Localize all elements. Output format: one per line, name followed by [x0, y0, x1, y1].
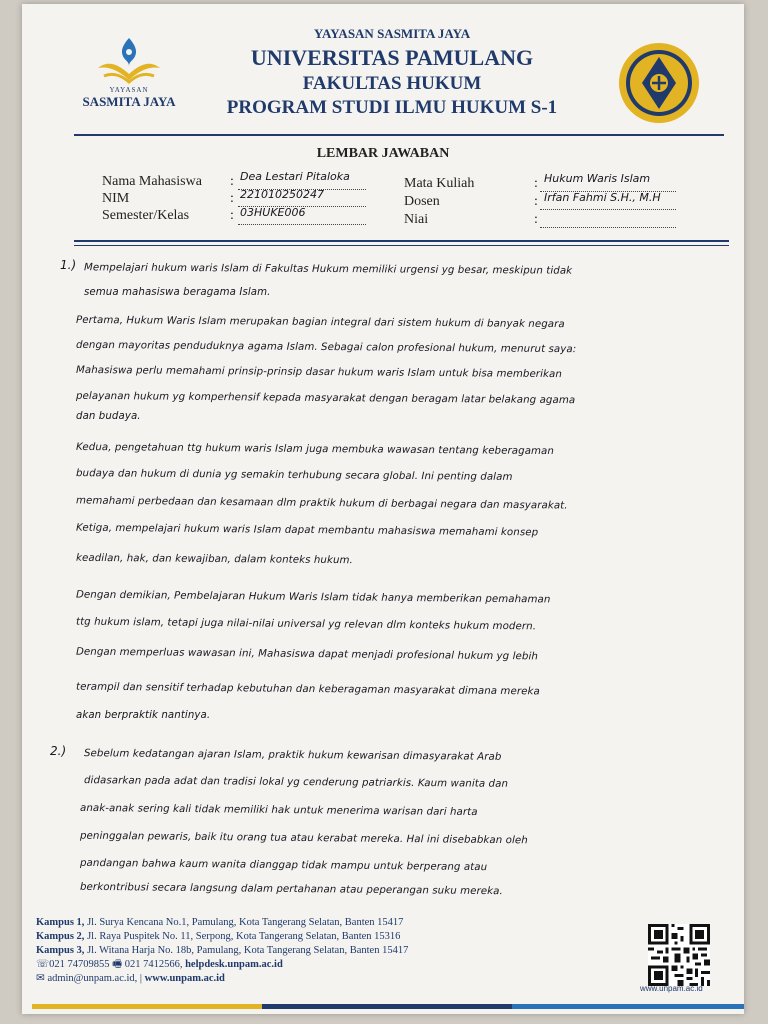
lecturer-dots: [540, 208, 676, 210]
answer-line: Dengan memperluas wawasan ini, Mahasiswa dapat menjadi profesional hukum yg lebih: [75, 646, 539, 663]
campus-2: [36, 930, 408, 944]
form-title: LEMBAR JAWABAN: [316, 146, 450, 161]
campus-1-address: Jl. Surya Kencana No.1, Pamulang, Kota Tangerang Selatan, Banten 15417: [87, 917, 404, 928]
answer-line: dengan mayoritas penduduknya agama Islam. Sebagai calon profesional hukum, menurut saya:: [75, 339, 577, 356]
letterhead: [197, 26, 587, 119]
answer-number: 2.): [50, 744, 67, 758]
university-name: UNIVERSITAS PAMULANG: [250, 45, 534, 70]
name-label: Nama Mahasiswa: [102, 174, 202, 189]
university-seal: [618, 42, 700, 129]
email-icon: ✉: [36, 973, 45, 984]
answer-line: akan berpraktik nantinya.: [76, 710, 211, 721]
name-colon: :: [230, 174, 234, 189]
semester-colon: :: [230, 208, 234, 223]
form-divider-thin: [74, 245, 729, 246]
answer-line: Pertama, Hukum Waris Islam merupakan bagian integral dari sistem hukum di banyak negara: [75, 314, 565, 331]
semester-dots: [238, 223, 366, 225]
nim-value: 221010250247: [240, 188, 324, 201]
answer-line: pelayanan hukum yg komperhensif kepada masyarakat dengan beragam latar belakang agama: [75, 390, 576, 407]
name-value: Dea Lestari Pitaloka: [240, 170, 350, 183]
answer-sheet: [22, 4, 744, 1014]
semester-label: Semester/Kelas: [102, 208, 190, 223]
footer-addresses: [36, 916, 408, 986]
campus-3-address: Jl. Witana Harja No. 18b, Pamulang, Kota Tangerang Selatan, Banten 15417: [87, 945, 409, 956]
qr-caption: www.unpam.ac.id: [640, 984, 703, 993]
answer-line: semua mahasiswa beragama Islam.: [84, 287, 271, 298]
faculty-name: FAKULTAS HUKUM: [302, 73, 482, 94]
phone-number: 021 74709855: [49, 959, 110, 970]
sasmita-jaya-logo: [74, 34, 184, 110]
answer-line: pandangan bahwa kaum wanita dianggap tidak mampu untuk berperang atau: [79, 857, 488, 874]
footer-band-blue: [512, 1004, 744, 1009]
foundation-name: YAYASAN SASMITA JAYA: [313, 26, 471, 41]
answer-line: Kedua, pengetahuan ttg hukum waris Islam juga membuka wawasan tentang keberagaman: [75, 441, 555, 458]
header-divider: [74, 134, 724, 136]
answer-line: ttg hukum islam, tetapi juga nilai-nilai universal yg relevan dlm konteks hukum modern.: [75, 616, 537, 633]
nim-colon: :: [230, 191, 234, 206]
semester-value: 03HUKE006: [240, 206, 306, 219]
course-label: Mata Kuliah: [404, 176, 475, 191]
qr-code-icon: [648, 924, 710, 986]
campus-1-label: Kampus 1,: [36, 917, 85, 928]
answer-line: Sebelum kedatangan ajaran Islam, praktik hukum kewarisan dimasyarakat Arab: [83, 748, 502, 763]
grade-dots: [540, 226, 676, 228]
answer-line: Mempelajari hukum waris Islam di Fakultas Hukum memiliki urgensi yg besar, meskipun tidak: [83, 262, 573, 277]
answer-line: Dengan demikian, Pembelajaran Hukum Waris Islam tidak hanya memberikan pemahaman: [75, 589, 551, 606]
contact-line: [36, 958, 408, 972]
campus-2-address: Jl. Raya Puspitek No. 11, Serpong, Kota Tangerang Selatan, Banten 15316: [87, 931, 401, 942]
footer-band-gold: [32, 1004, 262, 1009]
grade-colon: :: [534, 212, 538, 227]
lecturer-label: Dosen: [404, 194, 440, 209]
program-name: PROGRAM STUDI ILMU HUKUM S-1: [226, 97, 558, 118]
form-divider-thick: [74, 240, 729, 242]
campus-3-label: Kampus 3,: [36, 945, 85, 956]
phone-icon: ☏: [36, 959, 50, 970]
grade-label: Niai: [404, 212, 429, 227]
footer-band-navy: [262, 1004, 512, 1009]
answer-line: anak-anak sering kali tidak memiliki hak untuk menerima warisan dari harta: [79, 802, 478, 819]
fax-number: 021 7412566,: [124, 959, 183, 970]
answer-line: dan budaya.: [76, 411, 141, 422]
answer-line: terampil dan sensitif terhadap kebutuhan dan keberagaman masyarakat dimana mereka: [75, 681, 540, 698]
answer-line: Ketiga, mempelajari hukum waris Islam dapat membantu mahasiswa memahami konsep: [75, 522, 539, 539]
unpam-seal-icon: [618, 42, 700, 124]
campus-3: [36, 944, 408, 958]
answer-line: Mahasiswa perlu memahami prinsip-prinsip dasar hukum waris Islam untuk bisa memberikan: [75, 364, 563, 381]
course-colon: :: [534, 176, 538, 191]
helpdesk-link[interactable]: helpdesk.unpam.ac.id: [185, 959, 283, 970]
campus-2-label: Kampus 2,: [36, 931, 85, 942]
logo-sub-text: YAYASAN: [109, 86, 149, 94]
logo-name: SASMITA JAYA: [82, 94, 176, 109]
answer-line: berkontribusi secara langsung dalam pertahanan atau peperangan suku mereka.: [79, 881, 503, 898]
website-link[interactable]: www.unpam.ac.id: [144, 973, 225, 984]
email-link[interactable]: admin@unpam.ac.id,: [47, 973, 138, 984]
nim-label: NIM: [102, 191, 130, 206]
email-line: ✉ admin@unpam.ac.id, | www.unpam.ac.id: [36, 973, 225, 984]
course-value: Hukum Waris Islam: [544, 172, 651, 185]
lecturer-value: Irfan Fahmi S.H., M.H: [544, 191, 661, 204]
sasmita-emblem-icon: [94, 34, 164, 86]
answer-line: peninggalan pewaris, baik itu orang tua atau kerabat mereka. Hal ini disebabkan oleh: [79, 830, 528, 847]
answer-line: budaya dan hukum di dunia yg semakin terhubung secara global. Ini penting dalam: [75, 468, 513, 483]
campus-1: [36, 916, 408, 930]
answer-number: 1.): [60, 258, 77, 272]
answer-line: memahami perbedaan dan kesamaan dlm praktik hukum di berbagai negara dan masyarakat.: [75, 495, 568, 512]
lecturer-colon: :: [534, 194, 538, 209]
fax-icon: 🖷: [112, 959, 123, 970]
answer-line: keadilan, hak, dan kewajiban, dalam konteks hukum.: [75, 552, 353, 567]
answer-line: didasarkan pada adat dan tradisi lokal yg cenderung patriarkis. Kaum wanita dan: [83, 775, 509, 790]
